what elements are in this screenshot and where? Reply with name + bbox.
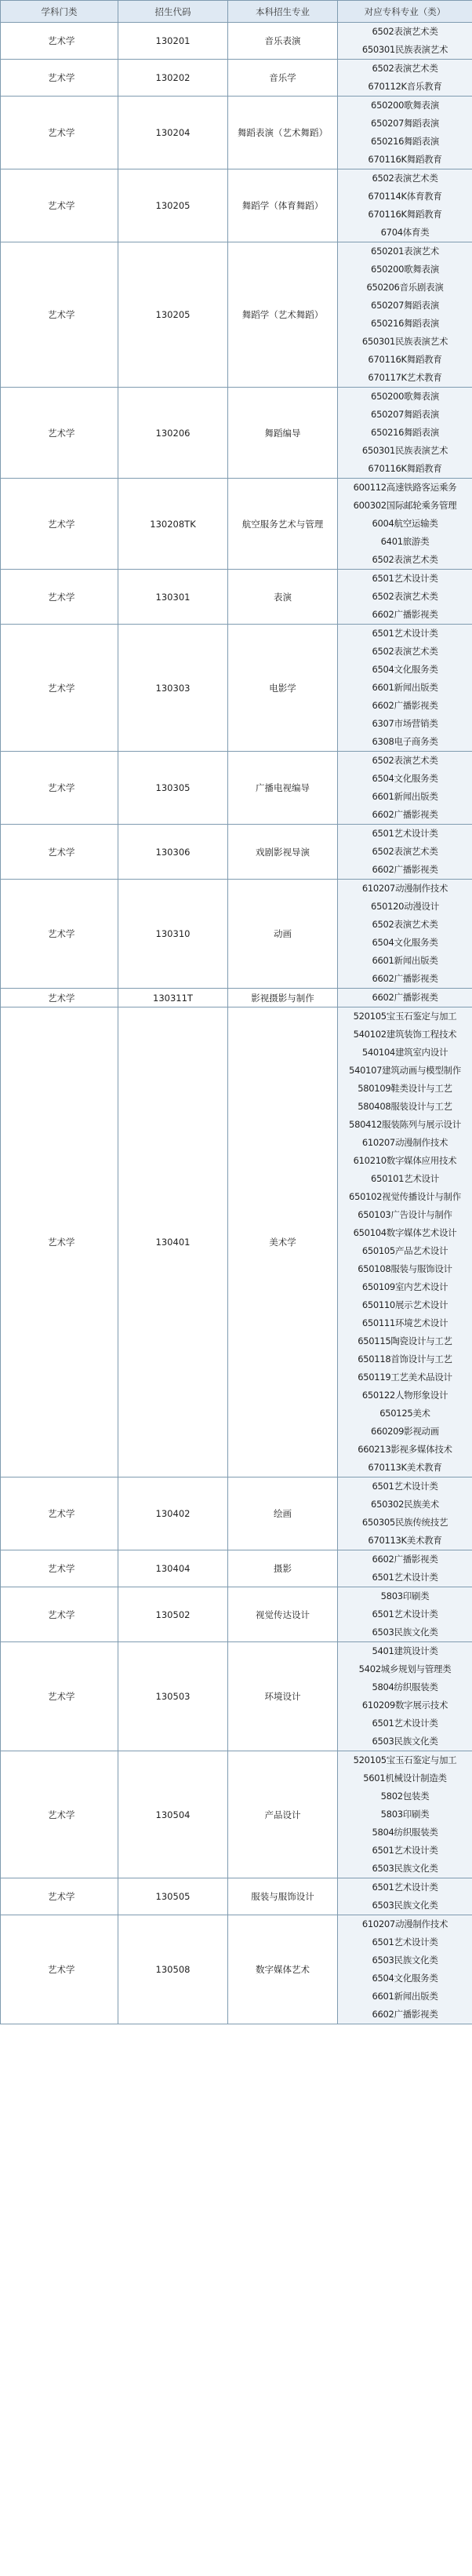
table-row [1,1878,472,1915]
specialty-item: 6502表演艺术类 [372,591,438,602]
specialty-item: 650108服装与服饰设计 [358,1263,452,1274]
specialty-item: 650120动漫设计 [371,901,439,912]
specialty-item: 610207动漫制作技术 [361,1918,448,1929]
specialty-item: 520105宝玉石鉴定与加工 [353,1011,457,1022]
specialty-item: 650102视觉传播设计与制作 [349,1191,461,1202]
code-cell: 130508 [118,1915,228,2024]
category-cell: 艺术学 [1,1915,118,2024]
specialty-item: 650200歌舞表演 [371,264,439,275]
specialty-item: 650206音乐剧表演 [366,282,444,293]
specialty-item: 6502表演艺术类 [372,63,438,74]
specialties-cell [338,1751,472,1878]
category-cell: 艺术学 [1,880,118,989]
specialty-item: 650103广告设计与制作 [358,1209,452,1220]
table-row [1,1550,472,1587]
category-cell: 艺术学 [1,60,118,97]
table-row [1,1915,472,2024]
category-cell: 艺术学 [1,479,118,570]
major-cell: 广播电视编导 [228,752,338,825]
table-row [1,169,472,242]
specialty-item: 660209影视动画 [371,1426,439,1437]
category-cell: 艺术学 [1,625,118,752]
specialty-item: 5401建筑设计类 [372,1645,438,1656]
header-major: 本科招生专业 [228,1,338,23]
specialty-item: 6501艺术设计类 [372,1481,438,1492]
specialties-cell [338,1550,472,1587]
specialty-item: 670112K音乐教育 [368,81,442,92]
specialties-cell [338,1878,472,1915]
table-row [1,880,472,989]
specialty-item: 6504文化服务类 [372,1973,438,1984]
category-cell: 艺术学 [1,1587,118,1642]
specialties-cell [338,1587,472,1642]
specialty-item: 580412服装陈列与展示设计 [349,1119,461,1130]
specialty-item: 660213影视多媒体技术 [358,1444,452,1455]
table-row [1,989,472,1007]
specialty-item: 5601机械设计制造类 [363,1773,447,1784]
specialties-cell [338,880,472,989]
specialties-cell [338,388,472,479]
specialty-item: 6503民族文化类 [372,1863,438,1874]
specialty-item: 6602广播影视类 [372,700,438,711]
specialty-item: 6504文化服务类 [372,664,438,675]
specialty-item: 670116K舞蹈教育 [368,354,442,365]
specialties-cell [338,169,472,242]
code-cell: 130504 [118,1751,228,1878]
major-cell: 环境设计 [228,1642,338,1751]
specialty-item: 6502表演艺术类 [372,919,438,930]
table-header-row [1,1,472,23]
category-cell: 艺术学 [1,989,118,1007]
specialty-item: 6503民族文化类 [372,1627,438,1638]
specialty-item: 6601新闻出版类 [372,791,438,802]
category-cell: 艺术学 [1,825,118,880]
specialty-item: 610207动漫制作技术 [361,883,448,894]
specialty-item: 650110展示艺术设计 [361,1299,448,1310]
specialty-item: 6501艺术设计类 [372,1845,438,1856]
major-cell: 美术学 [228,1007,338,1477]
major-cell: 绘画 [228,1477,338,1550]
table-row [1,242,472,388]
specialties-cell [338,23,472,60]
specialty-item: 6502表演艺术类 [372,554,438,565]
category-cell: 艺术学 [1,1550,118,1587]
code-cell: 130306 [118,825,228,880]
code-cell: 130301 [118,570,228,625]
category-cell: 艺术学 [1,169,118,242]
major-cell: 舞蹈表演（艺术舞蹈） [228,97,338,169]
code-cell: 130208TK [118,479,228,570]
specialty-item: 6501艺术设计类 [372,573,438,584]
major-cell: 舞蹈编导 [228,388,338,479]
specialty-item: 6502表演艺术类 [372,173,438,184]
specialty-item: 5802包装类 [380,1791,430,1802]
major-cell: 服装与服饰设计 [228,1878,338,1915]
specialty-item: 6308电子商务类 [372,736,438,747]
specialty-item: 650200歌舞表演 [371,391,439,402]
specialty-item: 6307市场营销类 [372,718,438,729]
specialty-item: 6004航空运输类 [372,518,438,529]
table-row [1,1477,472,1550]
specialty-item: 670116K舞蹈教育 [368,154,442,165]
major-cell: 产品设计 [228,1751,338,1878]
specialty-item: 6502表演艺术类 [372,646,438,657]
specialty-item: 600112高速铁路客运乘务 [353,482,457,493]
category-cell: 艺术学 [1,388,118,479]
specialty-item: 6503民族文化类 [372,1955,438,1966]
specialties-cell [338,825,472,880]
table-row [1,1751,472,1878]
specialty-item: 5804纺织服装类 [372,1827,438,1838]
code-cell: 130201 [118,23,228,60]
specialty-item: 6601新闻出版类 [372,955,438,966]
specialties-cell [338,1477,472,1550]
specialty-item: 6502表演艺术类 [372,846,438,857]
code-cell: 130502 [118,1587,228,1642]
major-cell: 视觉传达设计 [228,1587,338,1642]
code-cell: 130303 [118,625,228,752]
specialty-item: 650122人物形象设计 [361,1390,448,1401]
specialty-item: 6602广播影视类 [372,992,438,1003]
specialty-item: 6504文化服务类 [372,773,438,784]
specialty-item: 5803印刷类 [380,1590,430,1601]
specialty-item: 650200歌舞表演 [371,100,439,111]
category-cell: 艺术学 [1,97,118,169]
specialties-cell [338,242,472,388]
category-cell: 艺术学 [1,1477,118,1550]
code-cell: 130205 [118,169,228,242]
category-cell: 艺术学 [1,242,118,388]
specialty-item: 6601新闻出版类 [372,1991,438,2002]
specialty-item: 610207动漫制作技术 [361,1137,448,1148]
table-row [1,1587,472,1642]
specialty-item: 650301民族表演艺术 [361,44,448,55]
major-cell: 戏剧影视导演 [228,825,338,880]
table-row [1,1642,472,1751]
specialty-item: 650207舞蹈表演 [371,118,439,129]
table-row [1,479,472,570]
major-cell: 音乐表演 [228,23,338,60]
specialty-item: 6503民族文化类 [372,1736,438,1747]
specialty-item: 6501艺术设计类 [372,1882,438,1893]
category-cell: 艺术学 [1,23,118,60]
major-cell: 音乐学 [228,60,338,97]
table-row [1,97,472,169]
specialty-item: 6501艺术设计类 [372,628,438,639]
specialty-item: 6502表演艺术类 [372,755,438,766]
specialty-item: 670116K舞蹈教育 [368,463,442,474]
specialty-item: 5803印刷类 [380,1809,430,1820]
specialty-item: 6602广播影视类 [372,609,438,620]
code-cell: 130202 [118,60,228,97]
table-row [1,825,472,880]
table-row [1,388,472,479]
major-cell: 电影学 [228,625,338,752]
specialties-cell [338,479,472,570]
specialties-cell [338,1642,472,1751]
specialty-item: 6501艺术设计类 [372,1937,438,1947]
specialty-item: 650216舞蹈表演 [371,427,439,438]
specialty-item: 580408服装设计与工艺 [358,1101,452,1112]
specialty-item: 5402城乡规划与管理类 [358,1663,452,1674]
specialty-item: 650125美术 [379,1408,430,1419]
specialty-item: 540102建筑装饰工程技术 [353,1029,457,1040]
specialty-item: 650105产品艺术设计 [361,1245,448,1256]
specialty-item: 670113K美术教育 [368,1535,442,1546]
specialty-item: 580109鞋类设计与工艺 [358,1083,452,1094]
specialty-item: 6501艺术设计类 [372,828,438,839]
specialty-item: 650302民族美术 [371,1499,439,1510]
specialty-item: 6401旅游类 [380,536,430,547]
specialty-item: 650201表演艺术 [371,246,439,257]
specialty-item: 6503民族文化类 [372,1900,438,1911]
specialty-item: 600302国际邮轮乘务管理 [353,500,457,511]
table-row [1,625,472,752]
specialty-item: 6501艺术设计类 [372,1718,438,1729]
table-row [1,60,472,97]
category-cell: 艺术学 [1,570,118,625]
specialty-item: 650119工艺美术品设计 [358,1372,452,1383]
specialty-item: 650109室内艺术设计 [361,1281,448,1292]
specialty-item: 6704体育类 [380,227,430,238]
header-specialties: 对应专科专业（类） [338,1,472,23]
specialty-item: 6601新闻出版类 [372,682,438,693]
code-cell: 130505 [118,1878,228,1915]
specialty-item: 650104数字媒体艺术设计 [353,1227,457,1238]
category-cell: 艺术学 [1,1642,118,1751]
specialty-item: 6602广播影视类 [372,1554,438,1565]
code-cell: 130204 [118,97,228,169]
specialty-item: 6602广播影视类 [372,973,438,984]
code-cell: 130311T [118,989,228,1007]
specialty-item: 650301民族表演艺术 [361,445,448,456]
specialties-cell [338,570,472,625]
specialty-item: 5804纺织服装类 [372,1682,438,1692]
major-cell: 表演 [228,570,338,625]
category-cell: 艺术学 [1,1007,118,1477]
specialty-item: 6602广播影视类 [372,864,438,875]
header-code: 招生代码 [118,1,228,23]
specialty-item: 650118首饰设计与工艺 [358,1354,452,1365]
specialty-item: 650216舞蹈表演 [371,136,439,147]
major-cell: 舞蹈学（体育舞蹈） [228,169,338,242]
category-cell: 艺术学 [1,752,118,825]
major-cell: 数字媒体艺术 [228,1915,338,2024]
header-category: 学科门类 [1,1,118,23]
specialty-item: 6602广播影视类 [372,809,438,820]
specialty-item: 520105宝玉石鉴定与加工 [353,1754,457,1765]
specialties-cell [338,97,472,169]
specialties-cell [338,1915,472,2024]
code-cell: 130402 [118,1477,228,1550]
major-cell: 舞蹈学（艺术舞蹈） [228,242,338,388]
specialty-item: 6501艺术设计类 [372,1572,438,1583]
specialties-cell [338,1007,472,1477]
specialty-item: 650207舞蹈表演 [371,409,439,420]
code-cell: 130305 [118,752,228,825]
specialty-item: 650301民族表演艺术 [361,336,448,347]
major-cell: 影视摄影与制作 [228,989,338,1007]
table-row [1,752,472,825]
specialty-item: 670117K艺术教育 [368,372,442,383]
code-cell: 130310 [118,880,228,989]
code-cell: 130206 [118,388,228,479]
specialty-item: 650115陶瓷设计与工艺 [358,1335,452,1346]
table-row [1,1007,472,1477]
specialty-item: 540104建筑室内设计 [361,1047,448,1058]
specialty-item: 610210数字媒体应用技术 [353,1155,457,1166]
code-cell: 130503 [118,1642,228,1751]
category-cell: 艺术学 [1,1751,118,1878]
specialty-item: 670114K体育教育 [368,191,442,202]
specialty-item: 610209数字展示技术 [361,1700,448,1711]
major-cell: 摄影 [228,1550,338,1587]
specialty-item: 670113K美术教育 [368,1462,442,1473]
table-row [1,570,472,625]
table-body [1,23,472,2024]
specialty-item: 650207舞蹈表演 [371,300,439,311]
code-cell: 130401 [118,1007,228,1477]
specialty-item: 540107建筑动画与模型制作 [349,1065,461,1076]
specialties-cell [338,625,472,752]
major-cell: 动画 [228,880,338,989]
specialty-item: 650101艺术设计 [371,1173,439,1184]
specialties-cell [338,989,472,1007]
specialty-item: 6501艺术设计类 [372,1609,438,1620]
specialties-cell [338,60,472,97]
table-row [1,23,472,60]
specialty-item: 650111环境艺术设计 [361,1317,448,1328]
specialty-item: 650305民族传统技艺 [361,1517,448,1528]
specialty-item: 6504文化服务类 [372,937,438,948]
specialty-item: 6502表演艺术类 [372,26,438,37]
code-cell: 130404 [118,1550,228,1587]
specialties-cell [338,752,472,825]
code-cell: 130205 [118,242,228,388]
specialty-item: 670116K舞蹈教育 [368,209,442,220]
major-cell: 航空服务艺术与管理 [228,479,338,570]
category-cell: 艺术学 [1,1878,118,1915]
specialty-item: 6602广播影视类 [372,2009,438,2020]
specialty-item: 650216舞蹈表演 [371,318,439,329]
